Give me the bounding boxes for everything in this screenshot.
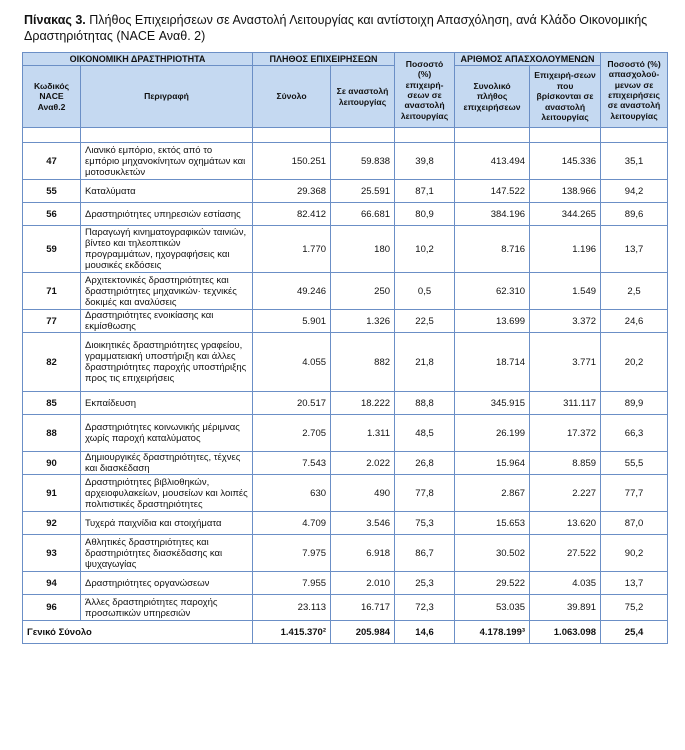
row-code: 47 [23, 143, 81, 180]
table-row [23, 143, 668, 180]
total-label: Γενικό Σύνολο [23, 621, 253, 644]
row-pct-employees: 20,2 [601, 333, 668, 392]
header-total: Σύνολο [253, 66, 331, 128]
header-code: Κωδικός NACE Αναθ.2 [23, 66, 81, 128]
row-code: 82 [23, 333, 81, 392]
row-enterprises-total: 5.901 [253, 310, 331, 333]
row-pct-enterprises: 10,2 [395, 226, 455, 273]
row-pct-employees: 24,6 [601, 310, 668, 333]
header-activity: ΟΙΚΟΝΟΜΙΚΗ ΔΡΑΣΤΗΡΙΟΤΗΤΑ [23, 53, 253, 66]
row-enterprises-total: 49.246 [253, 273, 331, 310]
row-enterprises-suspended: 2.010 [331, 572, 395, 595]
row-enterprises-total: 7.955 [253, 572, 331, 595]
row-description: Αρχιτεκτονικές δραστηριότητες και δραστηριότητες μηχανικών· τεχνικές δοκιμές και αναλύσεις [81, 273, 253, 310]
row-pct-employees: 89,6 [601, 203, 668, 226]
table-row [23, 535, 668, 572]
table-body [23, 128, 668, 621]
row-enterprises-suspended: 66.681 [331, 203, 395, 226]
row-employees-total: 413.494 [455, 143, 530, 180]
row-employees-total: 30.502 [455, 535, 530, 572]
row-enterprises-suspended: 3.546 [331, 512, 395, 535]
row-code: 77 [23, 310, 81, 333]
table-row [23, 226, 668, 273]
header-enterprises: ΠΛΗΘΟΣ ΕΠΙΧΕΙΡΗΣΕΩΝ [253, 53, 395, 66]
row-pct-enterprises: 21,8 [395, 333, 455, 392]
row-code: 55 [23, 180, 81, 203]
header-sub-row [23, 66, 668, 128]
row-enterprises-suspended: 25.591 [331, 180, 395, 203]
row-employees-suspended: 8.859 [530, 452, 601, 475]
row-pct-enterprises: 75,3 [395, 512, 455, 535]
row-pct-employees: 2,5 [601, 273, 668, 310]
table-row [23, 392, 668, 415]
row-enterprises-total: 29.368 [253, 180, 331, 203]
row-enterprises-total: 7.975 [253, 535, 331, 572]
row-enterprises-total: 1.770 [253, 226, 331, 273]
row-employees-suspended: 39.891 [530, 595, 601, 621]
table-row [23, 310, 668, 333]
table-row [23, 512, 668, 535]
row-employees-total: 345.915 [455, 392, 530, 415]
row-enterprises-total: 4.709 [253, 512, 331, 535]
row-description: Δραστηριότητες οργανώσεων [81, 572, 253, 595]
row-description: Διοικητικές δραστηριότητες γραφείου, γραμματειακή υποστήριξη και άλλες δραστηριότητες παροχής υποστήριξης προς τις επιχειρήσεις [81, 333, 253, 392]
row-code: 91 [23, 475, 81, 512]
row-enterprises-suspended: 250 [331, 273, 395, 310]
table-title-text: Πλήθος Επιχειρήσεων σε Αναστολή Λειτουργίας και αντίστοιχη Απασχόληση, ανά Κλάδο Οικονομικής Δραστηριότητας (NACE Αναθ. 2) [24, 13, 648, 43]
row-description: Εκπαίδευση [81, 392, 253, 415]
header-pct-enterprises: Ποσοστό (%) επιχειρή-σεων σε αναστολή λειτουργίας [395, 53, 455, 128]
row-description: Τυχερά παιχνίδια και στοιχήματα [81, 512, 253, 535]
row-pct-enterprises: 86,7 [395, 535, 455, 572]
row-enterprises-suspended: 6.918 [331, 535, 395, 572]
table-row [23, 333, 668, 392]
header-employees: ΑΡΙΘΜΟΣ ΑΠΑΣΧΟΛΟΥΜΕΝΩΝ [455, 53, 601, 66]
header-pct-employees: Ποσοστό (%) απασχολού-μενων σε επιχειρήσεις σε αναστολή λειτουργίας [601, 53, 668, 128]
row-description: Λιανικό εμπόριο, εκτός από το εμπόριο μηχανοκίνητων οχημάτων και μοτοσυκλετών [81, 143, 253, 180]
table-row [23, 475, 668, 512]
table-row [23, 415, 668, 452]
row-employees-suspended: 3.372 [530, 310, 601, 333]
row-enterprises-total: 2.705 [253, 415, 331, 452]
row-employees-total: 18.714 [455, 333, 530, 392]
row-description: Δραστηριότητες υπηρεσιών εστίασης [81, 203, 253, 226]
row-pct-employees: 13,7 [601, 226, 668, 273]
row-enterprises-suspended: 490 [331, 475, 395, 512]
row-pct-employees: 35,1 [601, 143, 668, 180]
row-enterprises-total: 630 [253, 475, 331, 512]
row-pct-enterprises: 39,8 [395, 143, 455, 180]
row-enterprises-total: 82.412 [253, 203, 331, 226]
row-pct-employees: 75,2 [601, 595, 668, 621]
row-employees-suspended: 17.372 [530, 415, 601, 452]
row-code: 92 [23, 512, 81, 535]
total-pct: 14,6 [395, 621, 455, 644]
row-employees-total: 13.699 [455, 310, 530, 333]
row-employees-suspended: 27.522 [530, 535, 601, 572]
total-emp-suspended: 1.063.098 [530, 621, 601, 644]
row-employees-total: 53.035 [455, 595, 530, 621]
row-description: Άλλες δραστηριότητες παροχής προσωπικών υπηρεσιών [81, 595, 253, 621]
row-code: 59 [23, 226, 81, 273]
row-employees-suspended: 13.620 [530, 512, 601, 535]
row-code: 96 [23, 595, 81, 621]
row-employees-suspended: 1.196 [530, 226, 601, 273]
total-enterprises: 1.415.370² [253, 621, 331, 644]
row-employees-suspended: 311.117 [530, 392, 601, 415]
header-description: Περιγραφή [81, 66, 253, 128]
row-pct-employees: 87,0 [601, 512, 668, 535]
row-enterprises-total: 20.517 [253, 392, 331, 415]
row-pct-employees: 90,2 [601, 535, 668, 572]
row-enterprises-suspended: 59.838 [331, 143, 395, 180]
row-pct-enterprises: 87,1 [395, 180, 455, 203]
total-row [23, 621, 668, 644]
table-row [23, 595, 668, 621]
row-code: 85 [23, 392, 81, 415]
row-code: 56 [23, 203, 81, 226]
row-description: Αθλητικές δραστηριότητες και δραστηριότητες διασκέδασης και ψυχαγωγίας [81, 535, 253, 572]
header-suspended: Σε αναστολή λειτουργίας [331, 66, 395, 128]
row-enterprises-total: 4.055 [253, 333, 331, 392]
row-description: Παραγωγή κινηματογραφικών ταινιών, βίντεο και τηλεοπτικών προγραμμάτων, ηχογραφήσεις και μουσικές εκδόσεις [81, 226, 253, 273]
table-row [23, 180, 668, 203]
table-row [23, 452, 668, 475]
row-pct-enterprises: 0,5 [395, 273, 455, 310]
table-title-label: Πίνακας 3. [24, 13, 86, 27]
row-employees-total: 29.522 [455, 572, 530, 595]
row-description: Δραστηριότητες ενοικίασης και εκμίσθωσης [81, 310, 253, 333]
row-employees-suspended: 4.035 [530, 572, 601, 595]
total-emp-total: 4.178.199³ [455, 621, 530, 644]
row-enterprises-suspended: 16.717 [331, 595, 395, 621]
row-description: Καταλύματα [81, 180, 253, 203]
row-enterprises-total: 7.543 [253, 452, 331, 475]
row-enterprises-suspended: 18.222 [331, 392, 395, 415]
row-pct-enterprises: 88,8 [395, 392, 455, 415]
row-code: 90 [23, 452, 81, 475]
row-pct-employees: 13,7 [601, 572, 668, 595]
row-pct-employees: 66,3 [601, 415, 668, 452]
row-employees-suspended: 145.336 [530, 143, 601, 180]
row-pct-employees: 55,5 [601, 452, 668, 475]
table-title [24, 12, 665, 44]
row-employees-total: 384.196 [455, 203, 530, 226]
row-pct-employees: 94,2 [601, 180, 668, 203]
table-row [23, 203, 668, 226]
data-table [22, 52, 668, 644]
row-employees-total: 2.867 [455, 475, 530, 512]
row-employees-suspended: 138.966 [530, 180, 601, 203]
row-employees-total: 8.716 [455, 226, 530, 273]
spacer-row [23, 128, 668, 143]
row-employees-total: 15.964 [455, 452, 530, 475]
row-pct-enterprises: 22,5 [395, 310, 455, 333]
table-row [23, 273, 668, 310]
row-employees-suspended: 3.771 [530, 333, 601, 392]
row-employees-total: 26.199 [455, 415, 530, 452]
row-pct-enterprises: 48,5 [395, 415, 455, 452]
row-pct-enterprises: 26,8 [395, 452, 455, 475]
row-code: 94 [23, 572, 81, 595]
row-pct-enterprises: 72,3 [395, 595, 455, 621]
row-enterprises-total: 23.113 [253, 595, 331, 621]
table-row [23, 572, 668, 595]
row-pct-enterprises: 25,3 [395, 572, 455, 595]
row-employees-total: 15.653 [455, 512, 530, 535]
row-pct-enterprises: 80,9 [395, 203, 455, 226]
header-group-row [23, 53, 668, 66]
row-employees-suspended: 1.549 [530, 273, 601, 310]
row-enterprises-suspended: 1.311 [331, 415, 395, 452]
row-pct-employees: 77,7 [601, 475, 668, 512]
row-employees-suspended: 2.227 [530, 475, 601, 512]
row-employees-total: 62.310 [455, 273, 530, 310]
row-description: Δραστηριότητες κοινωνικής μέριμνας χωρίς παροχή καταλύματος [81, 415, 253, 452]
row-code: 71 [23, 273, 81, 310]
row-enterprises-suspended: 882 [331, 333, 395, 392]
row-pct-employees: 89,9 [601, 392, 668, 415]
row-code: 93 [23, 535, 81, 572]
row-description: Δημιουργικές δραστηριότητες, τέχνες και διασκέδαση [81, 452, 253, 475]
row-enterprises-suspended: 1.326 [331, 310, 395, 333]
row-code: 88 [23, 415, 81, 452]
header-emp-suspended: Επιχειρή-σεων που βρίσκονται σε αναστολή λειτουργίας [530, 66, 601, 128]
row-enterprises-suspended: 2.022 [331, 452, 395, 475]
row-enterprises-total: 150.251 [253, 143, 331, 180]
row-enterprises-suspended: 180 [331, 226, 395, 273]
total-emp-pct: 25,4 [601, 621, 668, 644]
row-pct-enterprises: 77,8 [395, 475, 455, 512]
header-emp-total: Συνολικό πλήθος επιχειρήσεων [455, 66, 530, 128]
row-description: Δραστηριότητες βιβλιοθηκών, αρχειοφυλακείων, μουσείων και λοιπές πολιτιστικές δραστηριότητες [81, 475, 253, 512]
total-suspended: 205.984 [331, 621, 395, 644]
row-employees-suspended: 344.265 [530, 203, 601, 226]
row-employees-total: 147.522 [455, 180, 530, 203]
